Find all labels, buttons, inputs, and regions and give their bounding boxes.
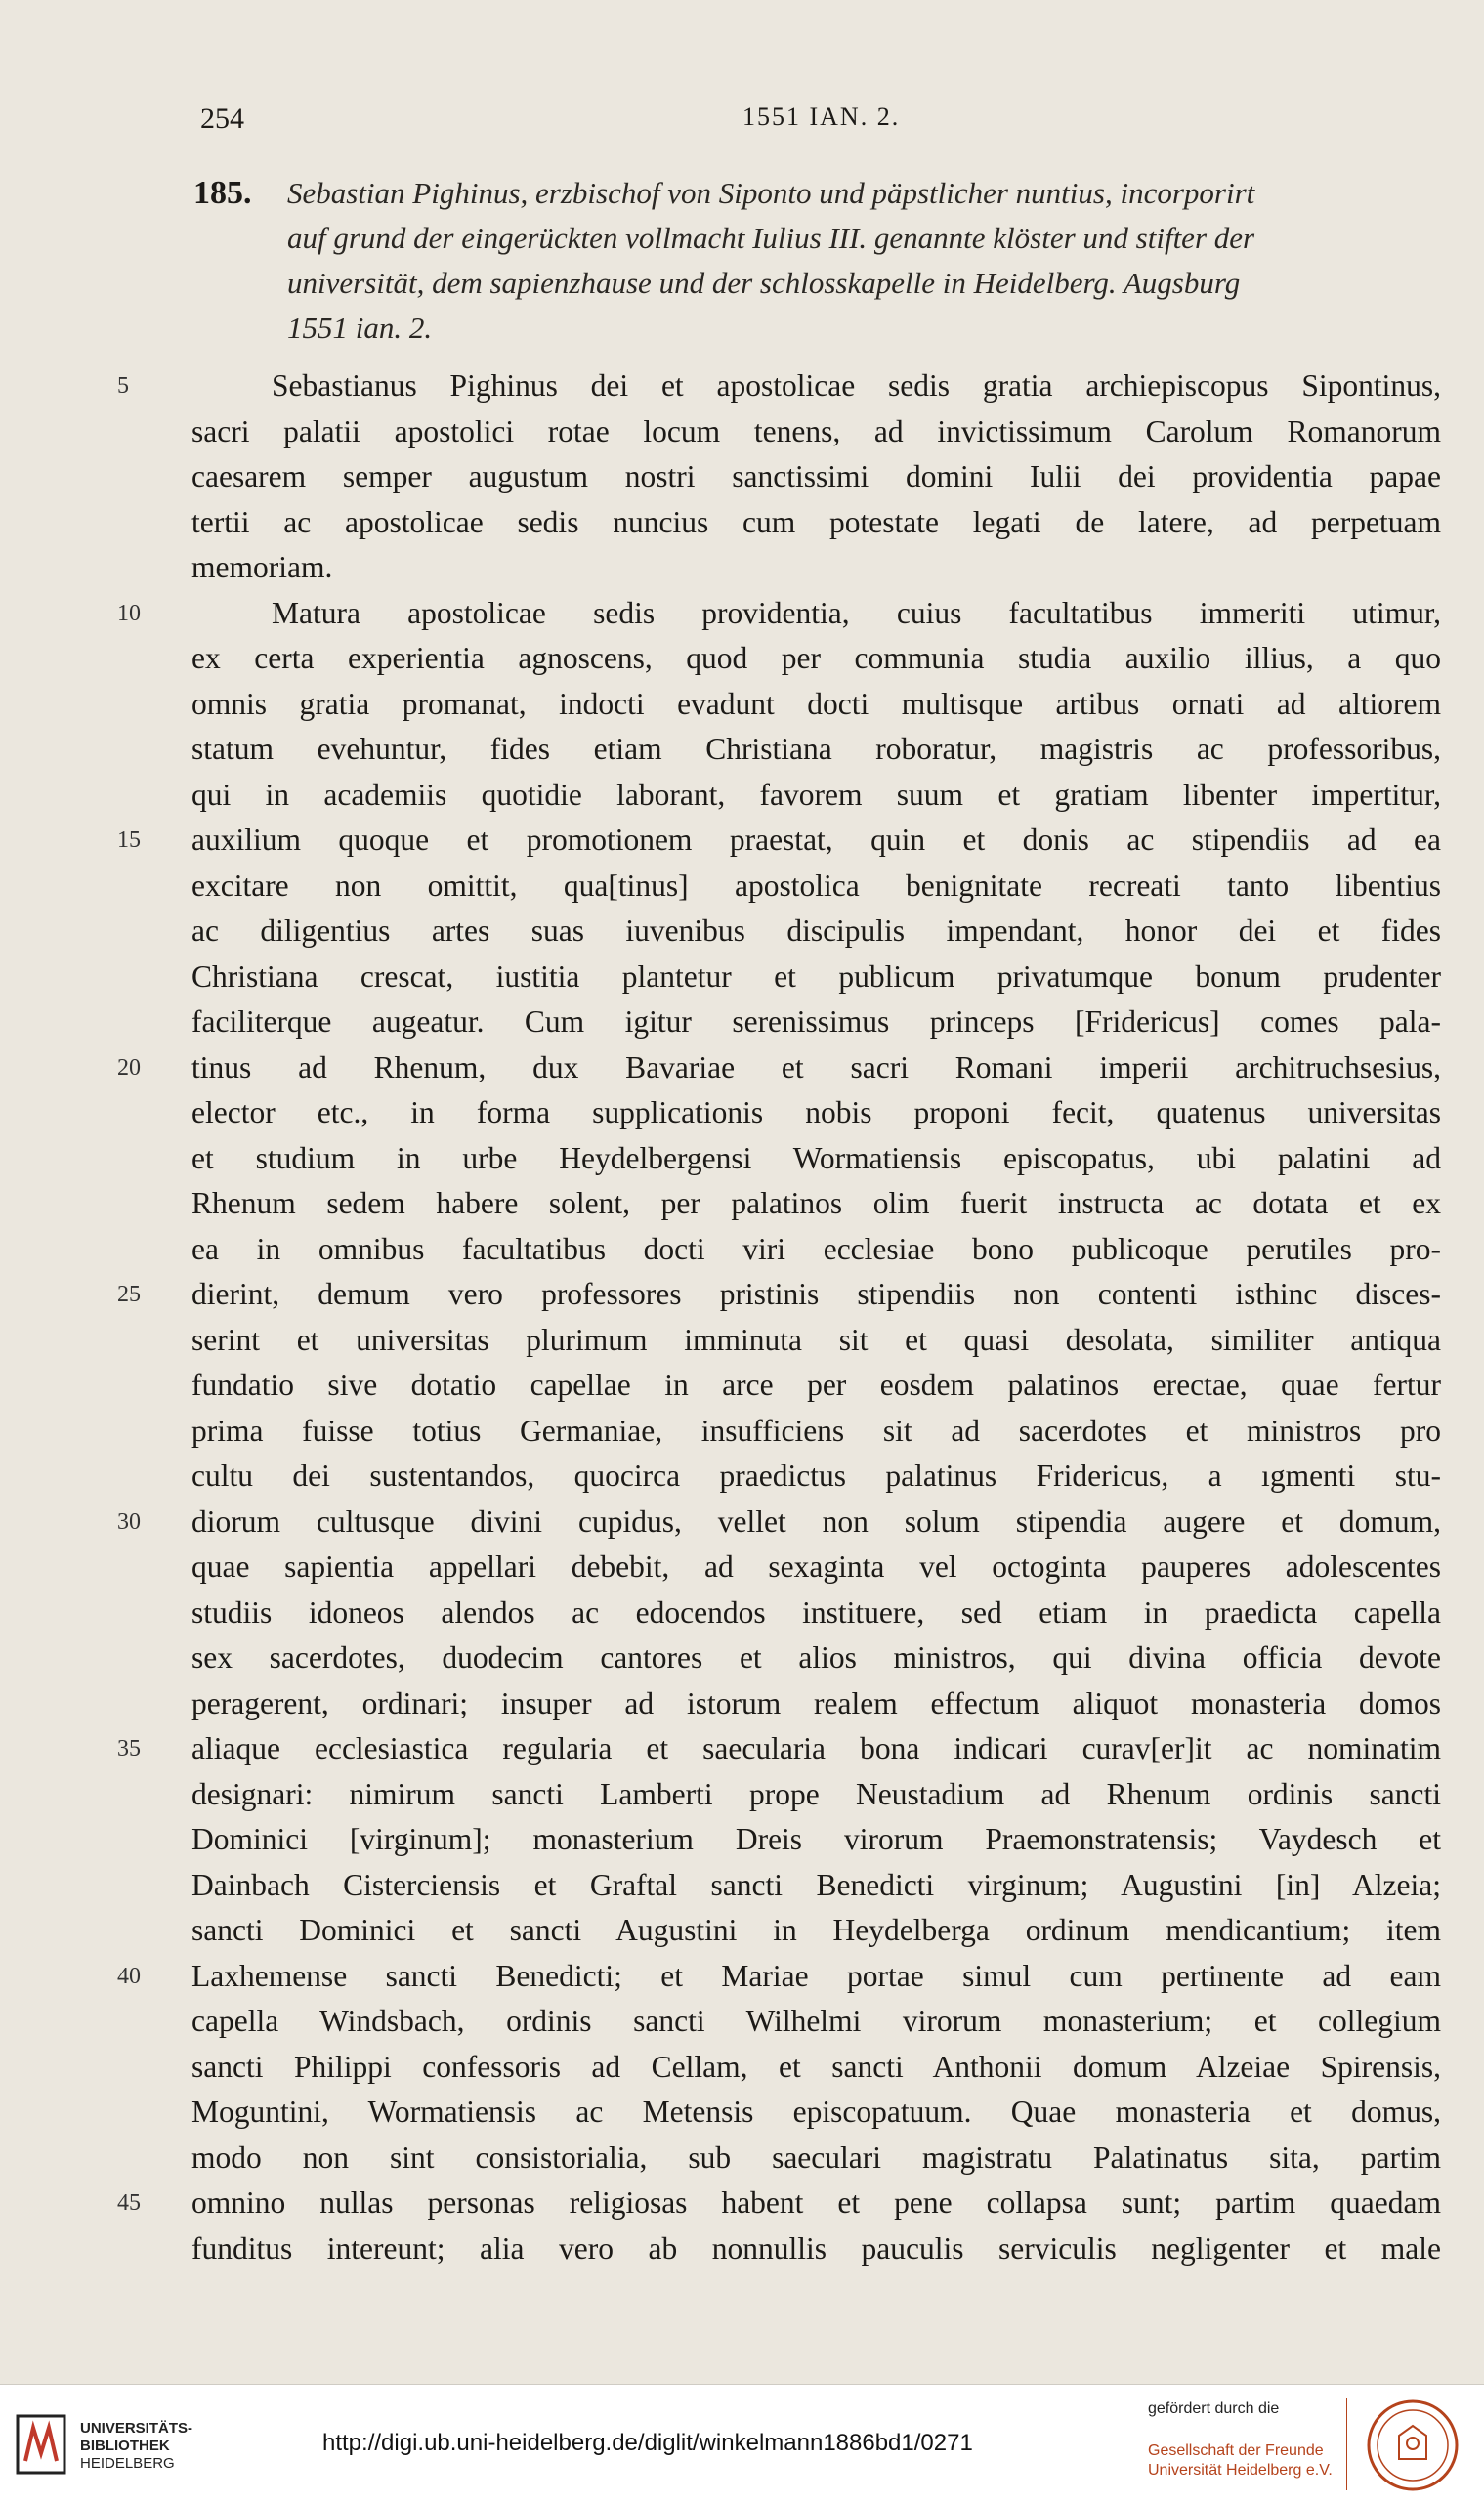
text-line (117, 409, 1441, 455)
text-line (117, 1227, 1441, 1273)
regest-line: 1551 ian. 2. (287, 311, 433, 345)
line-text: fundatio sive dotatio capellae in arce per eosdem palatinos erectae, quae fertur (191, 1368, 1441, 1402)
line-text: omnis gratia promanat, indocti evadunt docti multisque artibus ornati ad altiorem (191, 686, 1441, 721)
text-line (117, 1181, 1441, 1227)
text-line (117, 1817, 1441, 1863)
text-line (117, 1363, 1441, 1409)
university-seal-icon (1366, 2398, 1460, 2492)
line-text: Christiana crescat, iustitia plantetur et publicum privatumque bonum prudenter (191, 958, 1441, 994)
line-text: ea in omnibus facultatibus docti viri ecclesiae bono publicoque perutiles pro- (191, 1231, 1441, 1266)
text-line (117, 1545, 1441, 1591)
regest-line: Sebastian Pighinus, erzbischof von Siponto und päpstlicher nuntius, incorporirt (287, 176, 1255, 210)
regest (287, 171, 1435, 351)
page-header (200, 103, 1425, 142)
line-text: auxilium quoque et promotionem praestat, quin et donis ac stipendiis ad ea (191, 823, 1441, 857)
document-body (117, 363, 1441, 2271)
line-number: 25 (117, 1282, 141, 1307)
page-number: 254 (200, 103, 244, 135)
text-line (117, 682, 1441, 728)
text-line (117, 1272, 1441, 1318)
regest-line: auf grund der eingerückten vollmacht Iulius III. genannte klöster und stifter der (287, 221, 1255, 255)
line-text: Sebastianus Pighinus dei et apostolicae sedis gratia archiepiscopus Sipontinus, (272, 368, 1441, 403)
running-title: 1551 IAN. 2. (742, 103, 901, 131)
text-line (117, 363, 1441, 409)
text-line (117, 2045, 1441, 2091)
text-line (117, 818, 1441, 864)
line-text: funditus intereunt; alia vero ab nonnullis pauculis serviculis negligenter et male (191, 2230, 1441, 2266)
text-line (117, 1726, 1441, 1772)
line-number: 45 (117, 2190, 141, 2216)
line-text: Rhenum sedem habere solent, per palatinos olim fuerit instructa ac dotata et ex (191, 1186, 1441, 1220)
line-text: designari: nimirum sancti Lamberti prope Neustadium ad Rhenum ordinis sancti (191, 1776, 1441, 1811)
divider (1346, 2398, 1347, 2490)
text-line (117, 2136, 1441, 2182)
line-number: 10 (117, 600, 141, 626)
text-line (117, 1454, 1441, 1500)
text-line (117, 545, 1441, 591)
text-line (117, 1772, 1441, 1818)
text-line (117, 1863, 1441, 1909)
line-text: statum evehuntur, fides etiam Christiana roboratur, magistris ac professoribus, (191, 732, 1441, 766)
ub-heidelberg-logo-icon (16, 2414, 66, 2475)
library-name-line: UNIVERSITÄTS- (80, 2420, 193, 2437)
line-text: tinus ad Rhenum, dux Bavariae et sacri Romani imperii architruchsesius, (191, 1049, 1441, 1084)
line-text: cultu dei sustentandos, quocirca praedictus palatinus Fridericus, a ıgmenti stu- (191, 1459, 1441, 1493)
line-number: 5 (117, 373, 129, 399)
line-text: capella Windsbach, ordinis sancti Wilhelmi virorum monasterium; et collegium (191, 2004, 1441, 2038)
document-number: 185. (193, 175, 252, 211)
line-text: sacri palatii apostolici rotae locum tenens, ad invictissimum Carolum Romanorum (191, 413, 1441, 448)
text-line (117, 773, 1441, 819)
line-text: elector etc., in forma supplicationis nobis proponi fecit, quatenus universitas (191, 1095, 1441, 1129)
line-text: ex certa experientia agnoscens, quod per communia studia auxilio illius, a quo (191, 641, 1441, 675)
line-text: ac diligentius artes suas iuvenibus discipulis impendant, honor dei et fides (191, 913, 1441, 948)
text-line (117, 1090, 1441, 1136)
line-number: 20 (117, 1054, 141, 1081)
line-text: omnino nullas personas religiosas habent et pene collapsa sunt; partim quaedam (191, 2185, 1441, 2220)
line-text: modo non sint consistorialia, sub saeculari magistratu Palatinatus sita, partim (191, 2140, 1441, 2175)
library-name (80, 2420, 192, 2473)
line-text: diorum cultusque divini cupidus, vellet non solum stipendia augere et domum, (191, 1504, 1441, 1539)
text-line (117, 1908, 1441, 1954)
line-text: Matura apostolicae sedis providentia, cuius facultatibus immeriti utimur, (272, 595, 1441, 630)
text-line (117, 1681, 1441, 1727)
line-text: aliaque ecclesiastica regularia et saecularia bona indicari curav[er]it ac nominatim (191, 1731, 1441, 1765)
text-line (117, 500, 1441, 546)
line-text: Moguntini, Wormatiensis ac Metensis episcopatuum. Quae monasteria et domus, (191, 2095, 1441, 2129)
text-line (117, 1954, 1441, 2000)
line-number: 15 (117, 827, 141, 853)
text-line (117, 2227, 1441, 2272)
line-number: 40 (117, 1963, 141, 1989)
text-line (117, 1999, 1441, 2045)
text-line (117, 864, 1441, 910)
permalink[interactable]: http://digi.ub.uni-heidelberg.de/diglit/winkelmann1886bd1/0271 (322, 2430, 973, 2456)
library-name-line: HEIDELBERG (80, 2455, 175, 2472)
line-text: caesarem semper augustum nostri sanctissimi domini Iulii dei providentia papae (191, 459, 1441, 493)
text-line (117, 2090, 1441, 2136)
text-line (117, 1136, 1441, 1182)
library-name-line: BIBLIOTHEK (80, 2438, 170, 2454)
line-text: prima fuisse totius Germaniae, insufficiens sit ad sacerdotes et ministros pro (191, 1413, 1441, 1448)
line-text: serint et universitas plurimum imminuta sit et quasi desolata, similiter antiqua (191, 1322, 1441, 1357)
text-line (117, 999, 1441, 1045)
regest-line: universität, dem sapienzhause und der schlosskapelle in Heidelberg. Augsburg (287, 266, 1241, 300)
line-number: 35 (117, 1736, 141, 1761)
line-number: 30 (117, 1508, 141, 1535)
sponsor-line: Gesellschaft der Freunde (1148, 2442, 1324, 2459)
digitization-footer (0, 2384, 1484, 2503)
text-line (117, 1591, 1441, 1636)
line-text: Laxhemense sancti Benedicti; et Mariae portae simul cum pertinente ad eam (191, 1958, 1441, 1993)
funded-by-label: gefördert durch die (1148, 2400, 1280, 2417)
line-text: sancti Dominici et sancti Augustini in Heydelberga ordinum mendicantium; item (191, 1913, 1441, 1947)
line-text: faciliterque augeatur. Cum igitur serenissimus princeps [Fridericus] comes pala- (191, 1004, 1441, 1039)
text-line (117, 636, 1441, 682)
text-line (117, 1409, 1441, 1455)
text-line (117, 1500, 1441, 1546)
text-line (117, 1635, 1441, 1681)
line-text: dierint, demum vero professores pristinis stipendiis non contenti isthinc disces- (191, 1277, 1441, 1311)
text-line (117, 1318, 1441, 1364)
text-line (117, 909, 1441, 955)
line-text: qui in academiis quotidie laborant, favorem suum et gratiam libenter impertitur, (191, 777, 1441, 812)
sponsor-name (1148, 2441, 1333, 2481)
text-line (117, 955, 1441, 1000)
text-line (117, 454, 1441, 500)
text-line (117, 1045, 1441, 1091)
line-text: et studium in urbe Heydelbergensi Wormatiensis episcopatus, ubi palatini ad (191, 1140, 1441, 1175)
line-text: excitare non omittit, qua[tinus] apostolica benignitate recreati tanto libentius (191, 868, 1441, 903)
line-text: quae sapientia appellari debebit, ad sexaginta vel octoginta pauperes adolescentes (191, 1549, 1441, 1584)
line-text: tertii ac apostolicae sedis nuncius cum potestate legati de latere, ad perpetuam (191, 504, 1441, 539)
text-line (117, 2181, 1441, 2227)
line-text: Dainbach Cisterciensis et Graftal sancti Benedicti virginum; Augustini [in] Alzeia; (191, 1867, 1441, 1902)
text-line (117, 591, 1441, 637)
text-line (117, 727, 1441, 773)
line-text: studiis idoneos alendos ac edocendos instituere, sed etiam in praedicta capella (191, 1594, 1441, 1630)
line-text: peragerent, ordinari; insuper ad istorum realem effectum aliquot monasteria domos (191, 1685, 1441, 1720)
line-text: sancti Philippi confessoris ad Cellam, et sancti Anthonii domum Alzeiae Spirensis, (191, 2049, 1441, 2084)
sponsor-line: Universität Heidelberg e.V. (1148, 2462, 1333, 2479)
line-text: memoriam. (191, 550, 333, 584)
line-text: sex sacerdotes, duodecim cantores et alios ministros, qui divina officia devote (191, 1640, 1441, 1675)
line-text: Dominici [virginum]; monasterium Dreis virorum Praemonstratensis; Vaydesch et (191, 1822, 1441, 1856)
